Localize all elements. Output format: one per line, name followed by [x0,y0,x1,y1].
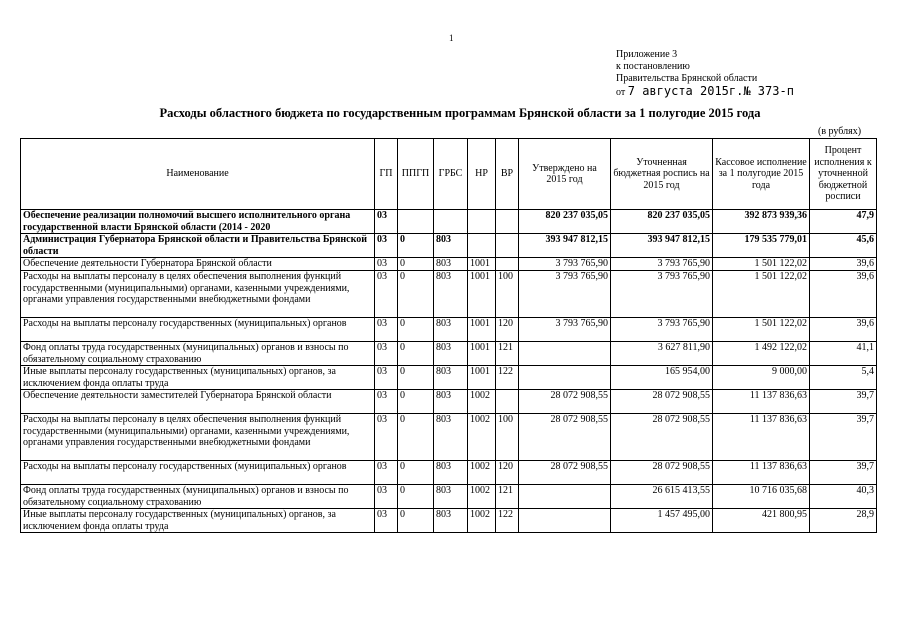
cell-cash: 11 137 836,63 [713,461,810,485]
cell-nr: 1001 [468,366,496,390]
cell-vr: 120 [496,318,519,342]
cell-gp: 03 [375,258,398,271]
cell-vr [496,390,519,414]
cell-approved: 28 072 908,55 [519,390,611,414]
cell-percent: 41,1 [810,342,877,366]
cell-percent: 39,7 [810,390,877,414]
cell-ppgp: 0 [398,509,434,533]
cell-name: Иные выплаты персоналу государственных (муниципальных) органов, за исключением фонда оплаты труда [21,509,375,533]
cell-vr [496,234,519,258]
cell-grbs [434,210,468,234]
table-row [21,342,877,366]
col-header-name: Наименование [21,139,375,210]
cell-name: Расходы на выплаты персоналу государственных (муниципальных) органов [21,318,375,342]
cell-gp: 03 [375,210,398,234]
table-row [21,234,877,258]
cell-ppgp: 0 [398,318,434,342]
table-header-row [21,139,877,210]
cell-refined: 820 237 035,05 [611,210,713,234]
cell-nr: 1001 [468,342,496,366]
cell-ppgp: 0 [398,485,434,509]
cell-nr: 1001 [468,318,496,342]
col-header-grbs: ГРБС [434,139,468,210]
cell-refined: 26 615 413,55 [611,485,713,509]
cell-ppgp: 0 [398,234,434,258]
cell-gp: 03 [375,342,398,366]
cell-ppgp: 0 [398,271,434,318]
appendix-block [616,49,794,99]
cell-approved: 820 237 035,05 [519,210,611,234]
cell-vr: 120 [496,461,519,485]
cell-approved [519,485,611,509]
cell-refined: 1 457 495,00 [611,509,713,533]
cell-vr: 122 [496,509,519,533]
appendix-line-4 [616,85,794,99]
cell-name: Расходы на выплаты персоналу в целях обеспечения выполнения функций государственными (муниципальными) органами, казенными учреждениями, органами управления государственными внебюджетными фондами [21,271,375,318]
cell-refined: 3 793 765,90 [611,258,713,271]
col-header-percent: Процент исполнения к уточненной бюджетной росписи [810,139,877,210]
cell-gp: 03 [375,485,398,509]
cell-nr: 1001 [468,258,496,271]
col-header-refined: Уточненная бюджетная роспись на 2015 год [611,139,713,210]
cell-gp: 03 [375,414,398,461]
cell-name: Расходы на выплаты персоналу в целях обеспечения выполнения функций государственными (муниципальными) органами, казенными учреждениями, органами управления государственными внебюджетными фондами [21,414,375,461]
cell-approved: 393 947 812,15 [519,234,611,258]
page-number: 1 [449,33,454,43]
cell-nr: 1001 [468,271,496,318]
cell-gp: 03 [375,461,398,485]
cell-refined: 3 793 765,90 [611,318,713,342]
table-row [21,210,877,234]
cell-ppgp: 0 [398,414,434,461]
appendix-line-1: Приложение 3 [616,49,678,60]
cell-ppgp: 0 [398,342,434,366]
cell-ppgp: 0 [398,390,434,414]
table-body [21,210,877,533]
cell-approved [519,366,611,390]
cell-gp: 03 [375,318,398,342]
table-row [21,485,877,509]
cell-nr: 1002 [468,461,496,485]
cell-grbs: 803 [434,509,468,533]
cell-grbs: 803 [434,258,468,271]
cell-cash: 179 535 779,01 [713,234,810,258]
cell-cash: 10 716 035,68 [713,485,810,509]
table-row [21,318,877,342]
cell-cash: 9 000,00 [713,366,810,390]
cell-ppgp: 0 [398,366,434,390]
cell-cash: 1 501 122,02 [713,258,810,271]
appendix-line-2: к постановлению [616,61,690,72]
cell-approved: 3 793 765,90 [519,318,611,342]
cell-refined: 3 627 811,90 [611,342,713,366]
units-label: (в рублях) [818,126,862,137]
cell-percent: 39,7 [810,461,877,485]
cell-cash: 421 800,95 [713,509,810,533]
cell-refined: 165 954,00 [611,366,713,390]
cell-nr: 1002 [468,390,496,414]
cell-cash: 11 137 836,63 [713,414,810,461]
cell-percent: 39,6 [810,258,877,271]
cell-vr [496,210,519,234]
table-row [21,509,877,533]
cell-nr: 1002 [468,414,496,461]
cell-approved [519,509,611,533]
cell-name: Иные выплаты персоналу государственных (муниципальных) органов, за исключением фонда оплаты труда [21,366,375,390]
cell-gp: 03 [375,509,398,533]
table-row [21,414,877,461]
cell-nr: 1002 [468,509,496,533]
cell-grbs: 803 [434,271,468,318]
cell-grbs: 803 [434,342,468,366]
cell-percent: 39,6 [810,271,877,318]
cell-nr: 1002 [468,485,496,509]
appendix-line-3: Правительства Брянской области [616,73,758,84]
cell-gp: 03 [375,366,398,390]
cell-refined: 28 072 908,55 [611,414,713,461]
cell-ppgp: 0 [398,258,434,271]
cell-vr: 121 [496,342,519,366]
cell-name: Обеспечение деятельности заместителей Губернатора Брянской области [21,390,375,414]
cell-approved: 3 793 765,90 [519,271,611,318]
appendix-date-prefix: от [616,87,626,98]
cell-percent: 40,3 [810,485,877,509]
col-header-cash: Кассовое исполнение за 1 полугодие 2015 года [713,139,810,210]
cell-vr: 121 [496,485,519,509]
cell-grbs: 803 [434,414,468,461]
cell-percent: 39,6 [810,318,877,342]
cell-vr: 100 [496,414,519,461]
cell-refined: 28 072 908,55 [611,461,713,485]
budget-table [20,138,877,533]
cell-name: Обеспечение деятельности Губернатора Брянской области [21,258,375,271]
cell-grbs: 803 [434,390,468,414]
cell-grbs: 803 [434,234,468,258]
cell-gp: 03 [375,390,398,414]
cell-vr: 122 [496,366,519,390]
cell-name: Обеспечение реализации полномочий высшего исполнительного органа государственной власти Брянской области (2014 - 2020 [21,210,375,234]
cell-vr: 100 [496,271,519,318]
cell-percent: 39,7 [810,414,877,461]
table-row [21,390,877,414]
table-row [21,271,877,318]
table-row [21,366,877,390]
col-header-gp: ГП [375,139,398,210]
col-header-nr: НР [468,139,496,210]
cell-nr [468,210,496,234]
appendix-date-handwritten: 7 августа 2015г.№ 373-п [627,84,794,98]
cell-name: Фонд оплаты труда государственных (муниципальных) органов и взносы по обязательному социальному страхованию [21,485,375,509]
table-row [21,258,877,271]
cell-grbs: 803 [434,485,468,509]
cell-refined: 28 072 908,55 [611,390,713,414]
cell-percent: 28,9 [810,509,877,533]
cell-grbs: 803 [434,461,468,485]
cell-gp: 03 [375,271,398,318]
cell-approved: 3 793 765,90 [519,258,611,271]
cell-gp: 03 [375,234,398,258]
cell-cash: 392 873 939,36 [713,210,810,234]
cell-cash: 11 137 836,63 [713,390,810,414]
cell-approved: 28 072 908,55 [519,461,611,485]
cell-name: Расходы на выплаты персоналу государственных (муниципальных) органов [21,461,375,485]
cell-ppgp [398,210,434,234]
cell-approved: 28 072 908,55 [519,414,611,461]
cell-refined: 3 793 765,90 [611,271,713,318]
cell-grbs: 803 [434,318,468,342]
cell-nr [468,234,496,258]
cell-percent: 5,4 [810,366,877,390]
cell-ppgp: 0 [398,461,434,485]
col-header-approved: Утверждено на 2015 год [519,139,611,210]
cell-cash: 1 492 122,02 [713,342,810,366]
col-header-vr: ВР [496,139,519,210]
cell-cash: 1 501 122,02 [713,271,810,318]
cell-refined: 393 947 812,15 [611,234,713,258]
table-row [21,461,877,485]
col-header-ppgp: ППГП [398,139,434,210]
cell-grbs: 803 [434,366,468,390]
cell-name: Администрация Губернатора Брянской области и Правительства Брянской области [21,234,375,258]
cell-approved [519,342,611,366]
cell-percent: 47,9 [810,210,877,234]
document-title: Расходы областного бюджета по государственным программам Брянской области за 1 полугодие 2015 года [159,106,761,120]
cell-name: Фонд оплаты труда государственных (муниципальных) органов и взносы по обязательному социальному страхованию [21,342,375,366]
cell-vr [496,258,519,271]
cell-percent: 45,6 [810,234,877,258]
cell-cash: 1 501 122,02 [713,318,810,342]
